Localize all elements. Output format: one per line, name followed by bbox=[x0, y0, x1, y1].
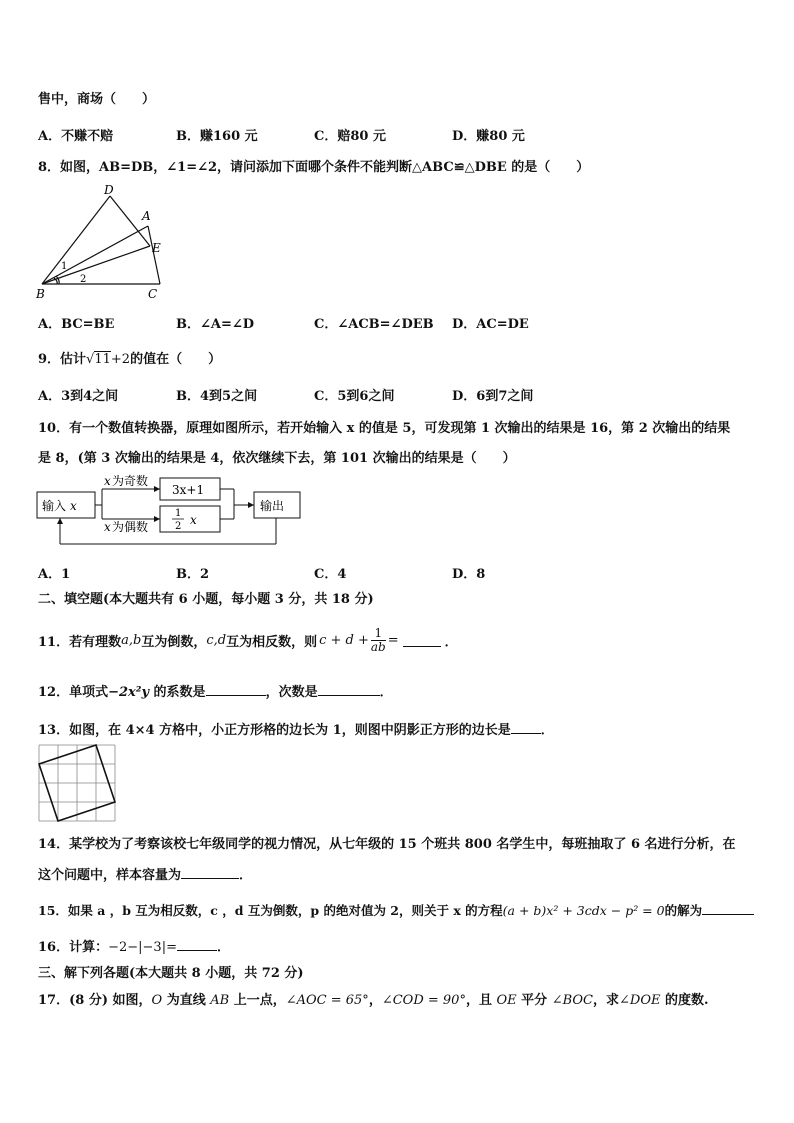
q9-plus: +2 bbox=[110, 352, 131, 367]
q15-stem bbox=[38, 901, 754, 919]
q8-option-c: C．∠ACB=∠DEB bbox=[314, 317, 434, 332]
q9-stem bbox=[38, 348, 221, 367]
q10-line1: 10．有一个数值转换器，原理如图所示，若开始输入 x 的值是 5，可发现第 1 次输出的结果是 16，第 2 次输出的结果 bbox=[38, 421, 731, 436]
q11-mid2: 互为相反数，则 bbox=[226, 634, 318, 650]
q12-degree-blank[interactable] bbox=[318, 683, 380, 696]
label-e: E bbox=[152, 241, 161, 255]
section-3-heading: 三、解下列各题(本大题共 8 小题，共 72 分) bbox=[38, 966, 304, 981]
q16-suffix: ． bbox=[216, 940, 230, 955]
q14-line1: 14．某学校为了考察该校七年级同学的视力情况，从七年级的 15 个班共 800 名学生中，每班抽取了 6 名进行分析，在 bbox=[38, 837, 736, 852]
q10-option-d: D．8 bbox=[452, 567, 486, 582]
diagram-input-var: x bbox=[70, 499, 77, 513]
q15-prefix: 15．如果 a ，b 互为相反数，c ，d 互为倒数，p 的绝对值为 2，则关于 x 的方程 bbox=[38, 903, 503, 918]
q7-option-c: C．赔80 元 bbox=[314, 129, 386, 144]
q17-suffix: 的度数. bbox=[660, 993, 709, 1008]
q11-prefix: 11．若有理数 bbox=[38, 634, 122, 650]
q9-option-c: C．5到6之间 bbox=[314, 389, 395, 404]
q15-equation: (a + b)x² + 3cdx − p² = 0 bbox=[502, 903, 665, 918]
q11-frac-num: 1 bbox=[371, 627, 386, 641]
q12-stem bbox=[38, 681, 393, 700]
q8-option-a: A．BC=BE bbox=[38, 317, 115, 332]
q17-stem bbox=[38, 989, 709, 1008]
q9-option-a: A．3到4之间 bbox=[38, 389, 119, 404]
q17-sep: ， bbox=[368, 993, 382, 1008]
q17-angle-aoc: ∠AOC = 65° bbox=[285, 993, 369, 1008]
diagram-half-num: 1 bbox=[175, 508, 182, 519]
q10-line2: 是 8，(第 3 次输出的结果是 4，依次继续下去，第 101 次输出的结果是（ ） bbox=[38, 451, 516, 466]
diagram-even-var: x bbox=[104, 520, 111, 534]
q13-stem bbox=[38, 719, 554, 738]
q17-angle-boc: ∠BOC bbox=[551, 993, 593, 1008]
q11-ab: a,b bbox=[121, 632, 142, 648]
q9-option-b: B．4到5之间 bbox=[176, 389, 258, 404]
q14-answer-blank[interactable] bbox=[181, 866, 239, 879]
q17-o: O bbox=[151, 993, 163, 1008]
q15-suffix: 的解为 bbox=[664, 903, 703, 918]
label-c: C bbox=[148, 287, 158, 301]
q7-option-b: B．赚160 元 bbox=[176, 129, 258, 144]
label-b: B bbox=[36, 287, 45, 301]
q17-mid3: ，且 bbox=[465, 993, 497, 1008]
q12-prefix: 12．单项式 bbox=[38, 685, 109, 700]
q9-suffix: 的值在（ ） bbox=[130, 352, 222, 367]
q10-converter-diagram bbox=[34, 472, 314, 552]
q14-suffix: ． bbox=[239, 868, 253, 883]
diagram-even-label: 为偶数 bbox=[112, 520, 149, 534]
q12-suffix: ． bbox=[379, 685, 393, 700]
q16-prefix: 16．计算： bbox=[38, 940, 109, 955]
diagram-output-label: 输出 bbox=[260, 499, 285, 513]
q7-option-d: D．赚80 元 bbox=[452, 129, 525, 144]
q9-prefix: 9．估计 bbox=[38, 352, 87, 367]
section-2-heading: 二、填空题(本大题共有 6 小题，每小题 3 分，共 18 分) bbox=[38, 592, 374, 607]
label-angle-2: 2 bbox=[80, 274, 87, 285]
q11-suffix: ． bbox=[444, 634, 458, 650]
q10-option-a: A．1 bbox=[38, 567, 71, 582]
diagram-odd-var: x bbox=[104, 474, 111, 488]
q8-stem: 8．如图，AB=DB，∠1=∠2，请问添加下面哪个条件不能判断△ABC≌△DBE 的是（ ） bbox=[38, 160, 590, 175]
q17-mid2: 上一点， bbox=[229, 993, 286, 1008]
diagram-box-odd: 3x+1 bbox=[172, 483, 205, 497]
diagram-odd-label: 为奇数 bbox=[112, 474, 149, 488]
q17-mid1: 为直线 bbox=[162, 993, 211, 1008]
sqrt-symbol: √ bbox=[86, 352, 95, 367]
q9-radicand: 11 bbox=[94, 352, 111, 367]
q8-option-d: D．AC=DE bbox=[452, 317, 529, 332]
q14-line2: 这个问题中，样本容量为 bbox=[38, 868, 182, 883]
q13-answer-blank[interactable] bbox=[511, 721, 541, 734]
q11-answer-blank[interactable] bbox=[403, 634, 441, 647]
q13-grid-figure bbox=[38, 744, 116, 822]
q17-ab: AB bbox=[210, 993, 230, 1008]
q16-answer-blank[interactable] bbox=[177, 938, 217, 951]
q12-mid: 的系数是 bbox=[149, 685, 206, 700]
q9-option-d: D．6到7之间 bbox=[452, 389, 534, 404]
q13-text: 13．如图，在 4×4 方格中，小正方形格的边长为 1，则图中阴影正方形的边长是 bbox=[38, 723, 511, 738]
q17-mid5: ，求 bbox=[593, 993, 620, 1008]
q8-option-b: B．∠A=∠D bbox=[176, 317, 255, 332]
q17-mid4: 平分 bbox=[516, 993, 552, 1008]
diagram-half-var: x bbox=[190, 513, 197, 527]
q7-option-a: A．不赚不赔 bbox=[38, 129, 114, 144]
q12-monomial: −2x²y bbox=[108, 685, 150, 700]
diagram-half-den: 2 bbox=[175, 521, 182, 532]
label-a: A bbox=[142, 209, 151, 223]
q15-answer-blank[interactable] bbox=[702, 902, 754, 915]
q16-expr: −2−|−3|= bbox=[108, 940, 177, 955]
q11-stem bbox=[38, 622, 458, 658]
label-angle-1: 1 bbox=[61, 261, 68, 272]
q10-option-b: B．2 bbox=[176, 567, 210, 582]
q11-eq: = bbox=[387, 632, 399, 648]
q8-triangle-figure bbox=[34, 180, 174, 304]
q11-cd: c,d bbox=[206, 632, 227, 648]
q10-option-c: C．4 bbox=[314, 567, 347, 582]
q13-suffix: ． bbox=[540, 723, 554, 738]
q11-frac-den: ab bbox=[370, 639, 386, 654]
q16-stem bbox=[38, 936, 230, 955]
q14-line2-wrap bbox=[38, 864, 252, 883]
q7-tail: 售中，商场（ ） bbox=[38, 92, 156, 107]
q12-mid2: ，次数是 bbox=[265, 685, 318, 700]
diagram-input-label: 输入 bbox=[42, 499, 67, 513]
q17-prefix: 17．(8 分) 如图， bbox=[38, 993, 152, 1008]
q11-fraction bbox=[371, 627, 386, 654]
q17-angle-doe: ∠DOE bbox=[619, 993, 661, 1008]
q11-mid1: 互为倒数， bbox=[141, 634, 207, 650]
q12-coefficient-blank[interactable] bbox=[206, 683, 266, 696]
label-d: D bbox=[104, 183, 114, 197]
q17-oe: OE bbox=[496, 993, 517, 1008]
q17-angle-cod: ∠COD = 90° bbox=[381, 993, 466, 1008]
q11-expr: c + d + bbox=[319, 632, 369, 648]
